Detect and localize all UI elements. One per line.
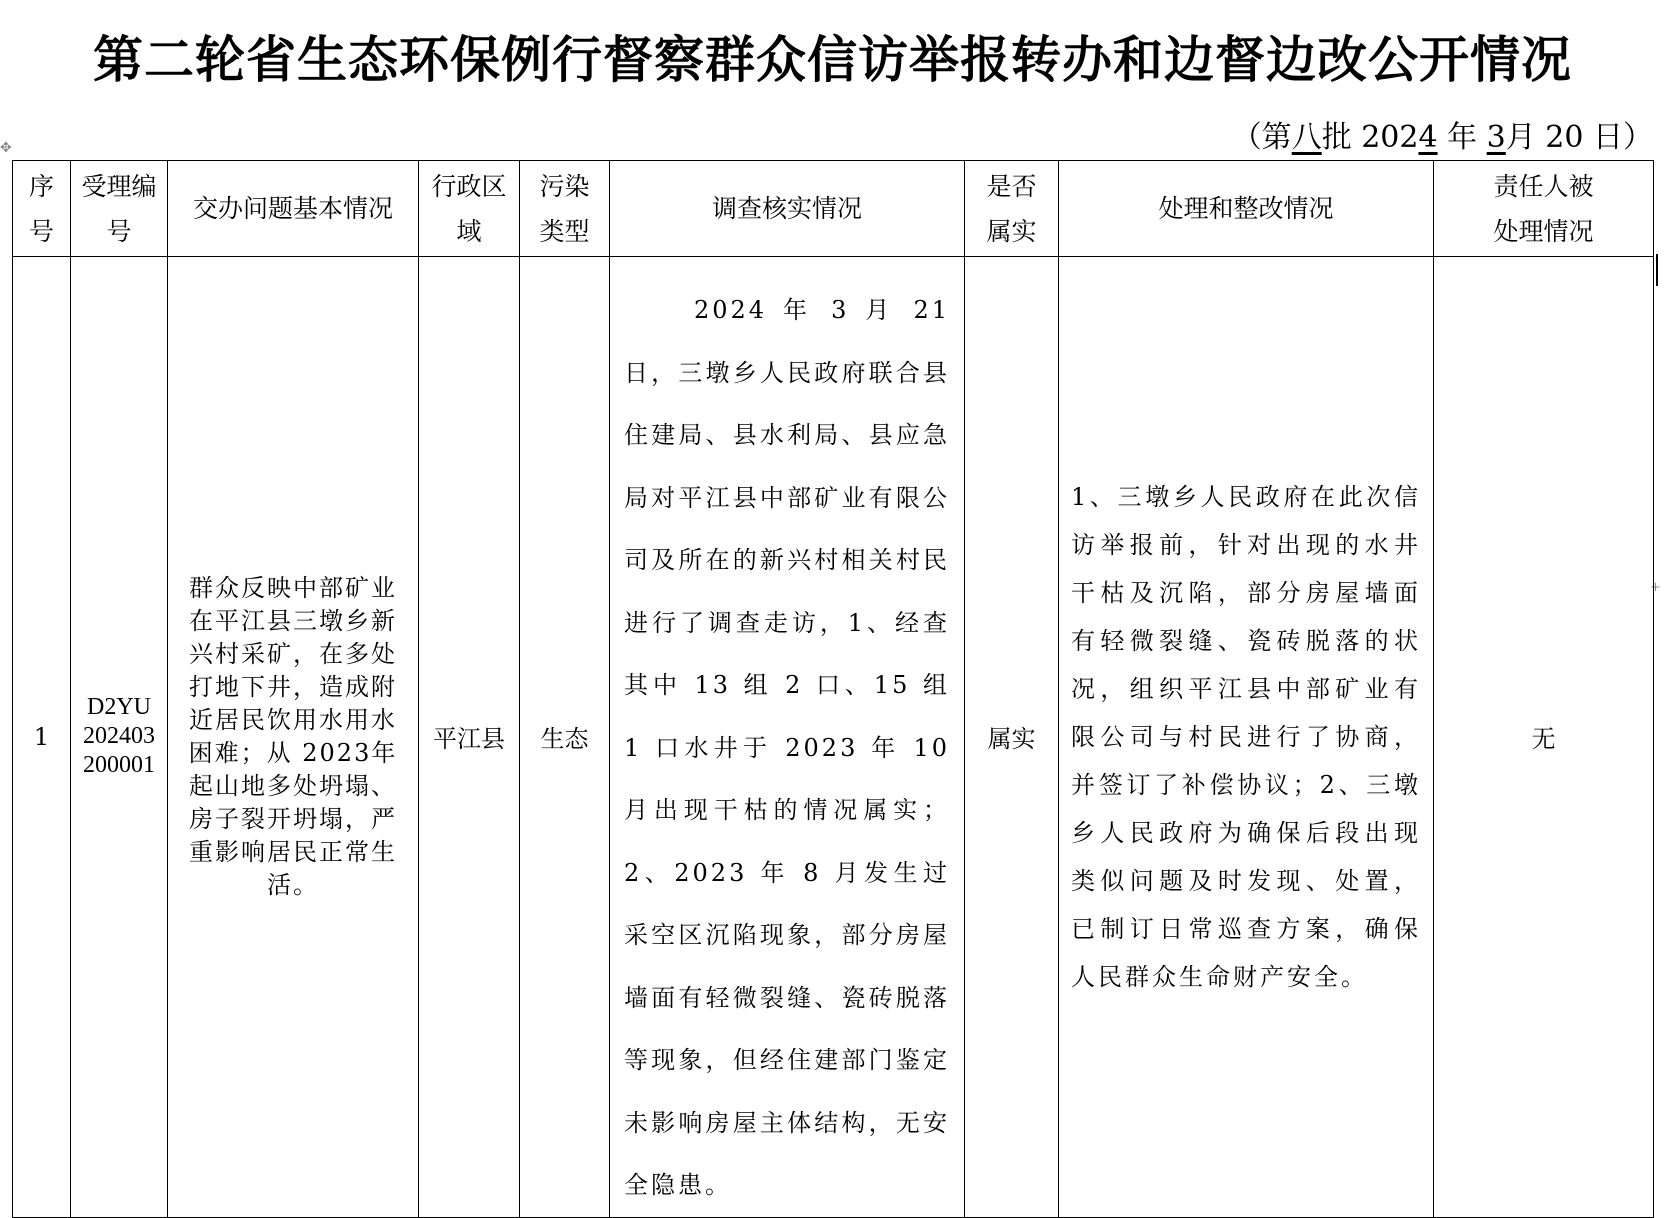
cell-handling: 1、三墩乡人民政府在此次信访举报前，针对出现的水井干枯及沉陷，部分房屋墙面有轻微裂缝、瓷砖脱落的状况，组织平江县中部矿业有限公司与村民进行了协商，并签订了补偿协议；2、三墩乡人民政府为确保后段出现类似问题及时发现、处置，已制订日常巡查方案，确保人民群众生命财产安全。 xyxy=(1059,257,1434,1218)
cell-investigation: 2024 年 3 月 21 日，三墩乡人民政府联合县住建局、县水利局、县应急局对平江县中部矿业有限公司及所在的新兴村相关村民进行了调查走访，1、经查其中 13 组 2 口、15 组 1 口水井于 2023 年 10 月出现干枯的情况属实；2、2023 年 8 月发生过采空区沉陷现象，部分房屋墙面有轻微裂缝、瓷砖脱落等现象，但经住建部门鉴定未影响房屋主体结构，无安全隐患。 xyxy=(610,257,965,1218)
batch-year-digit: 4 xyxy=(1418,120,1438,155)
header-id: 受理编号 xyxy=(71,161,168,257)
table-header-row xyxy=(13,161,1654,257)
complaint-table xyxy=(12,160,1654,1218)
header-issue: 交办问题基本情况 xyxy=(168,161,419,257)
header-seq: 序号 xyxy=(13,161,71,257)
cell-seq: 1 xyxy=(13,257,71,1218)
header-verified: 是否属实 xyxy=(965,161,1059,257)
cell-type: 生态 xyxy=(520,257,610,1218)
cell-region: 平江县 xyxy=(419,257,520,1218)
resize-handle-icon[interactable]: + xyxy=(1650,580,1661,595)
batch-number: 八 xyxy=(1291,120,1322,155)
batch-year-suffix: 年 xyxy=(1437,120,1487,155)
batch-date-line xyxy=(1232,112,1653,156)
batch-mid: 批 202 xyxy=(1321,120,1419,155)
cell-issue: 群众反映中部矿业在平江县三墩乡新兴村采矿，在多处打地下井，造成附近居民饮用水用水困难；从 2023年起山地多处坍塌、房子裂开坍塌，严重影响居民正常生活。 xyxy=(168,257,419,1218)
batch-month: 3 xyxy=(1486,120,1506,155)
header-investigation: 调查核实情况 xyxy=(610,161,965,257)
table-row xyxy=(13,257,1654,1218)
header-type: 污染类型 xyxy=(520,161,610,257)
batch-day: 月 20 日） xyxy=(1505,120,1653,155)
batch-prefix: （第 xyxy=(1231,120,1292,155)
cell-verified: 属实 xyxy=(965,257,1059,1218)
header-region: 行政区域 xyxy=(419,161,520,257)
header-accountability: 责任人被处理情况 xyxy=(1434,161,1654,257)
text-cursor xyxy=(1656,254,1658,286)
header-handling: 处理和整改情况 xyxy=(1059,161,1434,257)
table-move-handle-icon[interactable]: ✥ xyxy=(0,140,12,156)
cell-accountability: 无 xyxy=(1434,257,1654,1218)
page-title: 第二轮省生态环保例行督察群众信访举报转办和边督边改公开情况 xyxy=(93,30,1572,89)
cell-id: D2YU202403200001 xyxy=(71,257,168,1218)
